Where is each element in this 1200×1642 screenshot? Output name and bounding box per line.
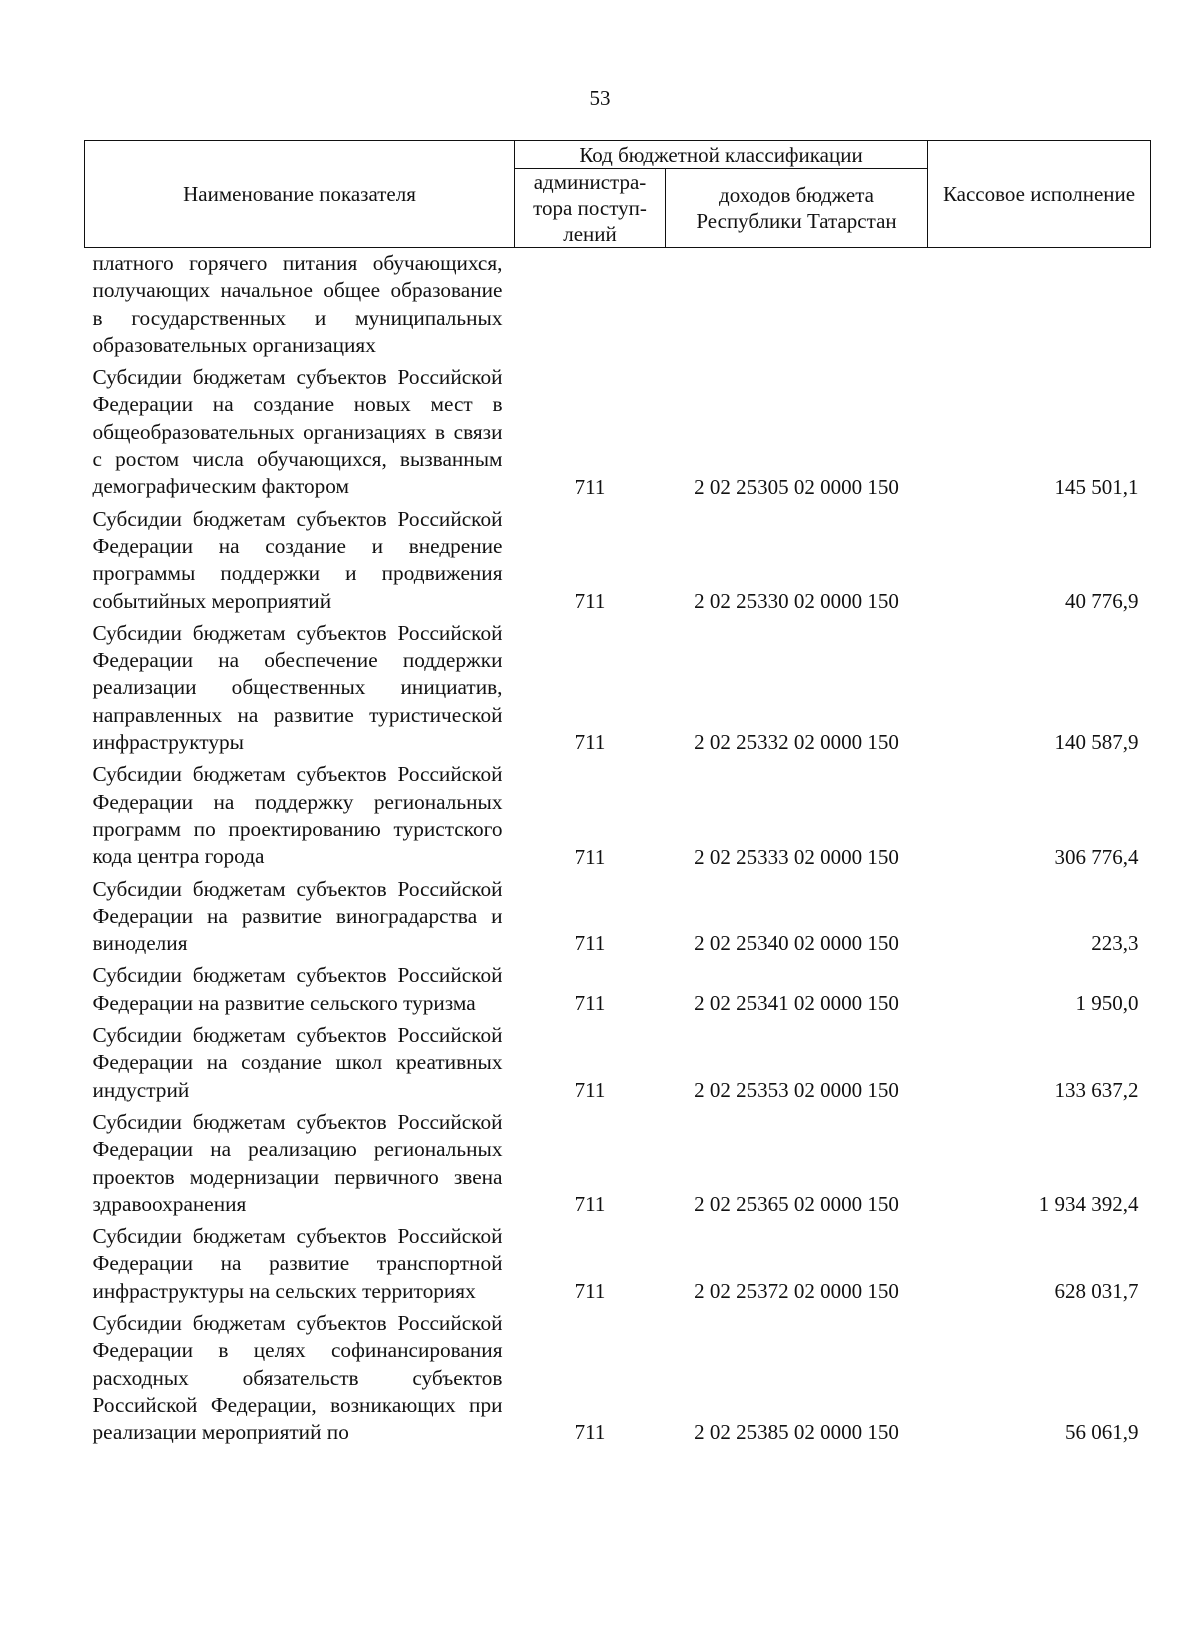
row-admin-code: 711	[574, 474, 606, 499]
row-revenue-code: 2 02 25305 02 0000 150	[694, 474, 899, 499]
row-name: Субсидии бюджетам субъектов Российской Федерации на реализацию региональных проектов модернизации первичного звена здравоохранения	[92, 1109, 503, 1216]
row-revenue-code	[666, 248, 928, 363]
row-admin-code: 711	[574, 730, 606, 755]
row-name: Субсидии бюджетам субъектов Российской Федерации на развитие виноградарства и виноделия	[92, 876, 503, 956]
table-body	[85, 248, 1151, 1450]
table-row	[85, 1308, 1151, 1449]
row-revenue-code: 2 02 25385 02 0000 150	[694, 1420, 899, 1445]
row-name: Субсидии бюджетам субъектов Российской Федерации на создание и внедрение программы поддержки и продвижения событийных мероприятий	[92, 506, 503, 613]
table-row	[85, 504, 1151, 618]
table-row	[85, 362, 1151, 503]
row-revenue-code: 2 02 25330 02 0000 150	[694, 588, 899, 613]
row-amount: 306 776,4	[1054, 844, 1139, 869]
row-amount: 133 637,2	[1054, 1077, 1139, 1102]
row-name: Субсидии бюджетам субъектов Российской Федерации на создание новых мест в общеобразовательных организациях в связи с ростом числа обучающихся, вызванным демографическим фактором	[92, 365, 503, 499]
row-amount: 223,3	[1091, 931, 1139, 956]
table-header	[85, 141, 1151, 248]
row-admin-code: 711	[574, 588, 606, 613]
table-row	[85, 1107, 1151, 1221]
table-row	[85, 248, 1151, 363]
row-name: Субсидии бюджетам субъектов Российской Федерации на создание школ креативных индустрий	[92, 1023, 503, 1102]
row-name: Субсидии бюджетам субъектов Российской Федерации в целях софинансирования расходных обязательств субъектов Российской Федерации, возникающих при реализации мероприятий по	[92, 1310, 503, 1445]
row-name: Субсидии бюджетам субъектов Российской Федерации на развитие сельского туризма	[92, 963, 503, 1015]
row-admin-code: 711	[574, 991, 606, 1016]
table-row	[85, 1020, 1151, 1107]
table-row	[85, 874, 1151, 961]
row-amount: 1 934 392,4	[1038, 1192, 1139, 1217]
row-name: Субсидии бюджетам субъектов Российской Федерации на развитие транспортной инфраструктуры на сельских территориях	[92, 1224, 503, 1303]
row-revenue-code: 2 02 25372 02 0000 150	[694, 1278, 899, 1303]
row-revenue-code: 2 02 25353 02 0000 150	[694, 1077, 899, 1102]
row-admin-code: 711	[574, 1077, 606, 1102]
row-name: платного горячего питания обучающихся, получающих начальное общее образование в государственных и муниципальных образовательных организациях	[92, 251, 503, 357]
header-cash-execution: Кассовое исполнение	[928, 141, 1151, 248]
row-name: Субсидии бюджетам субъектов Российской Федерации на обеспечение поддержки реализации общественных инициатив, направленных на развитие туристической инфраструктуры	[92, 620, 503, 755]
budget-table	[84, 140, 1151, 1449]
row-amount: 140 587,9	[1054, 730, 1139, 755]
header-administrator: администра-тора поступ-лений	[515, 169, 666, 248]
row-admin-code: 711	[574, 1192, 606, 1217]
row-revenue-code: 2 02 25365 02 0000 150	[694, 1192, 899, 1217]
row-admin-code: 711	[574, 1278, 606, 1303]
row-revenue-code: 2 02 25333 02 0000 150	[694, 844, 899, 869]
table-row	[85, 1221, 1151, 1308]
row-admin-code: 711	[574, 844, 606, 869]
table-row	[85, 960, 1151, 1020]
row-amount: 56 061,9	[1065, 1420, 1139, 1445]
header-classification-code: Код бюджетной классификации	[515, 141, 928, 169]
row-amount: 1 950,0	[1075, 991, 1139, 1016]
header-revenue-code: доходов бюджета Республики Татарстан	[666, 169, 928, 248]
row-admin-code: 711	[574, 1420, 606, 1445]
row-revenue-code: 2 02 25332 02 0000 150	[694, 730, 899, 755]
page-number: 53	[589, 86, 611, 110]
row-amount: 145 501,1	[1054, 474, 1139, 499]
row-name: Субсидии бюджетам субъектов Российской Федерации на поддержку региональных программ по проектированию туристского кода центра города	[92, 762, 503, 869]
row-amount	[928, 248, 1151, 363]
row-admin-code: 711	[574, 931, 606, 956]
table-row	[85, 618, 1151, 759]
row-amount: 628 031,7	[1054, 1278, 1139, 1303]
row-revenue-code: 2 02 25341 02 0000 150	[694, 991, 899, 1016]
row-amount: 40 776,9	[1065, 588, 1139, 613]
header-indicator-name: Наименование показателя	[85, 141, 515, 248]
row-admin-code	[515, 248, 666, 363]
table-row	[85, 759, 1151, 873]
row-revenue-code: 2 02 25340 02 0000 150	[694, 931, 899, 956]
